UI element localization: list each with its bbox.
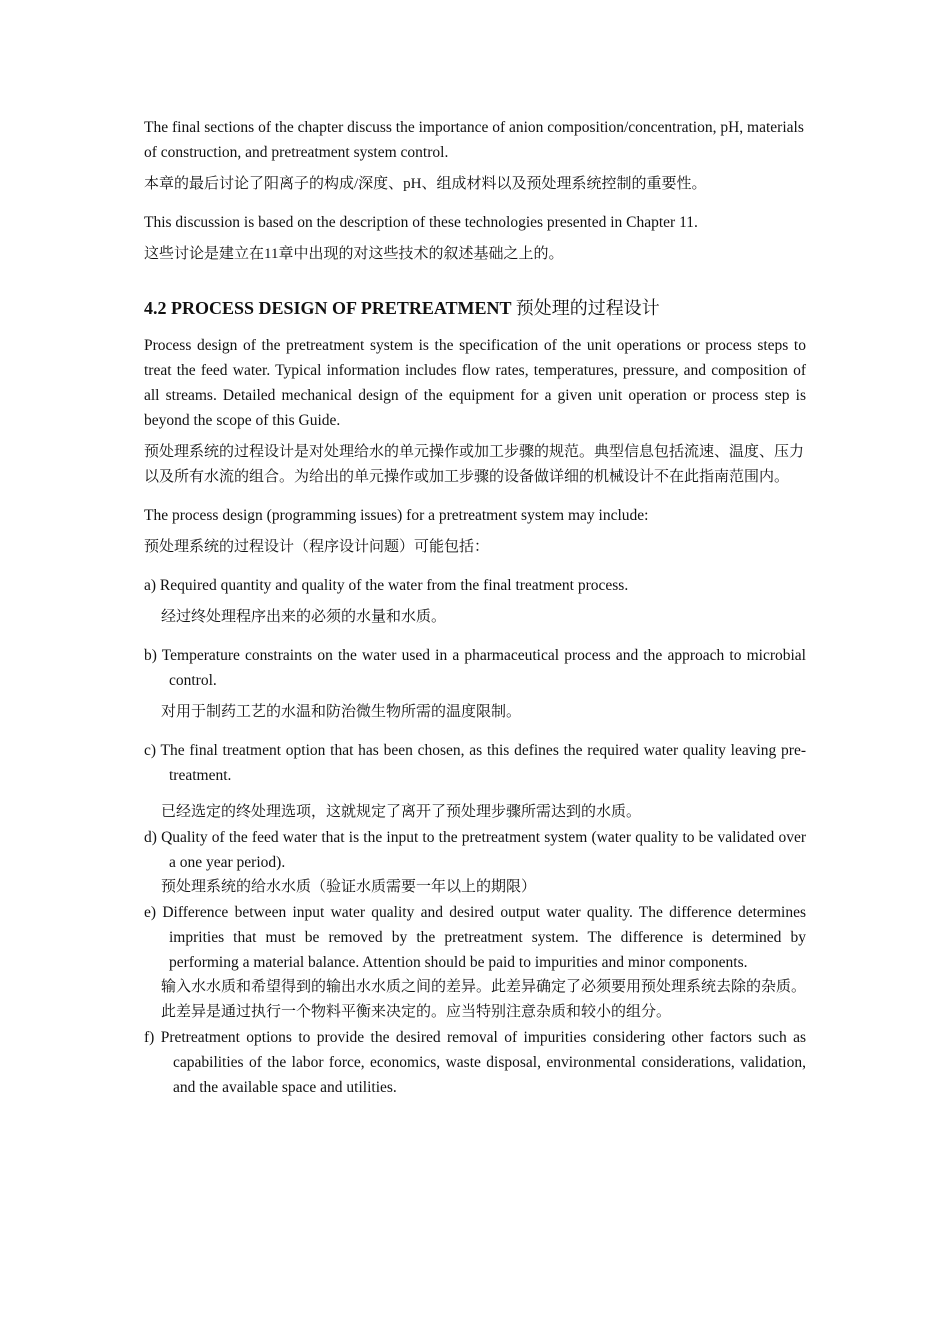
list-item-b-zh: 对用于制药工艺的水温和防治微生物所需的温度限制。 <box>161 704 522 720</box>
document-page <box>144 115 806 1100</box>
section-heading-en: 4.2 PROCESS DESIGN OF PRETREATMENT <box>144 298 512 318</box>
list-item-e-zh: 输入水水质和希望得到的输出水水质之间的差异。此差异确定了必须要用预处理系统去除的杂质。此差异是通过执行一个物料平衡来决定的。应当特别注意杂质和较小的组分。 <box>161 979 807 1020</box>
intro-paragraph-en: The final sections of the chapter discuss the importance of anion composition/concentration, pH, materials of construction, and pretreatment system control. <box>144 119 804 161</box>
list-item-d-en: d) Quality of the feed water that is the input to the pretreatment system (water quality to be validated over a one year period). <box>144 829 806 871</box>
section-heading-zh: 预处理的过程设计 <box>515 298 660 318</box>
list-item-a-zh: 经过终处理程序出来的必须的水量和水质。 <box>161 609 447 625</box>
section-heading <box>144 295 806 321</box>
chapter-reference-en: This discussion is based on the description of these technologies presented in Chapter 11. <box>144 214 698 231</box>
design-issues-intro-en: The process design (programming issues) for a pretreatment system may include: <box>144 507 649 524</box>
design-issues-intro-zh: 预处理系统的过程设计（程序设计问题）可能包括： <box>144 539 490 555</box>
intro-paragraph-zh: 本章的最后讨论了阳离子的构成/深度、pH、组成材料以及预处理系统控制的重要性。 <box>144 176 707 192</box>
list-item-b-en: b) Temperature constraints on the water used in a pharmaceutical process and the approach to microbial control. <box>144 647 806 689</box>
list-item-a-en: a) Required quantity and quality of the water from the final treatment process. <box>144 577 629 594</box>
process-design-paragraph-zh: 预处理系统的过程设计是对处理给水的单元操作或加工步骤的规范。典型信息包括流速、温度、压力以及所有水流的组合。为给出的单元操作或加工步骤的设备做详细的机械设计不在此指南范围内。 <box>144 444 805 485</box>
list-item-d-zh: 预处理系统的给水水质（验证水质需要一年以上的期限） <box>161 879 537 895</box>
process-design-paragraph-en: Process design of the pretreatment system is the specification of the unit operations or process steps to treat the feed water. Typical information includes flow rates, temperatures, pressure, and composition of all streams. Detailed mechanical design of the equipment for a given unit operation or process step is beyond the scope of this Guide. <box>144 337 806 429</box>
list-item-e-en: e) Difference between input water quality and desired output water quality. The difference determines imprities that must be removed by the pretreatment system. The difference is determined by performing a material balance. Attention should be paid to impurities and minor components. <box>144 904 806 971</box>
list-item-c-zh: 已经选定的终处理选项，这就规定了离开了预处理步骤所需达到的水质。 <box>161 804 642 820</box>
list-item-f-en: f) Pretreatment options to provide the desired removal of impurities considering other factors such as capabilities of the labor force, economics, waste disposal, environmental considerations, validation, and the available space and utilities. <box>144 1029 806 1096</box>
chapter-reference-zh: 这些讨论是建立在11章中出现的对这些技术的叙述基础之上的。 <box>144 246 564 262</box>
list-item-c-en: c) The final treatment option that has been chosen, as this defines the required water quality leaving pre-treatment. <box>144 742 806 784</box>
